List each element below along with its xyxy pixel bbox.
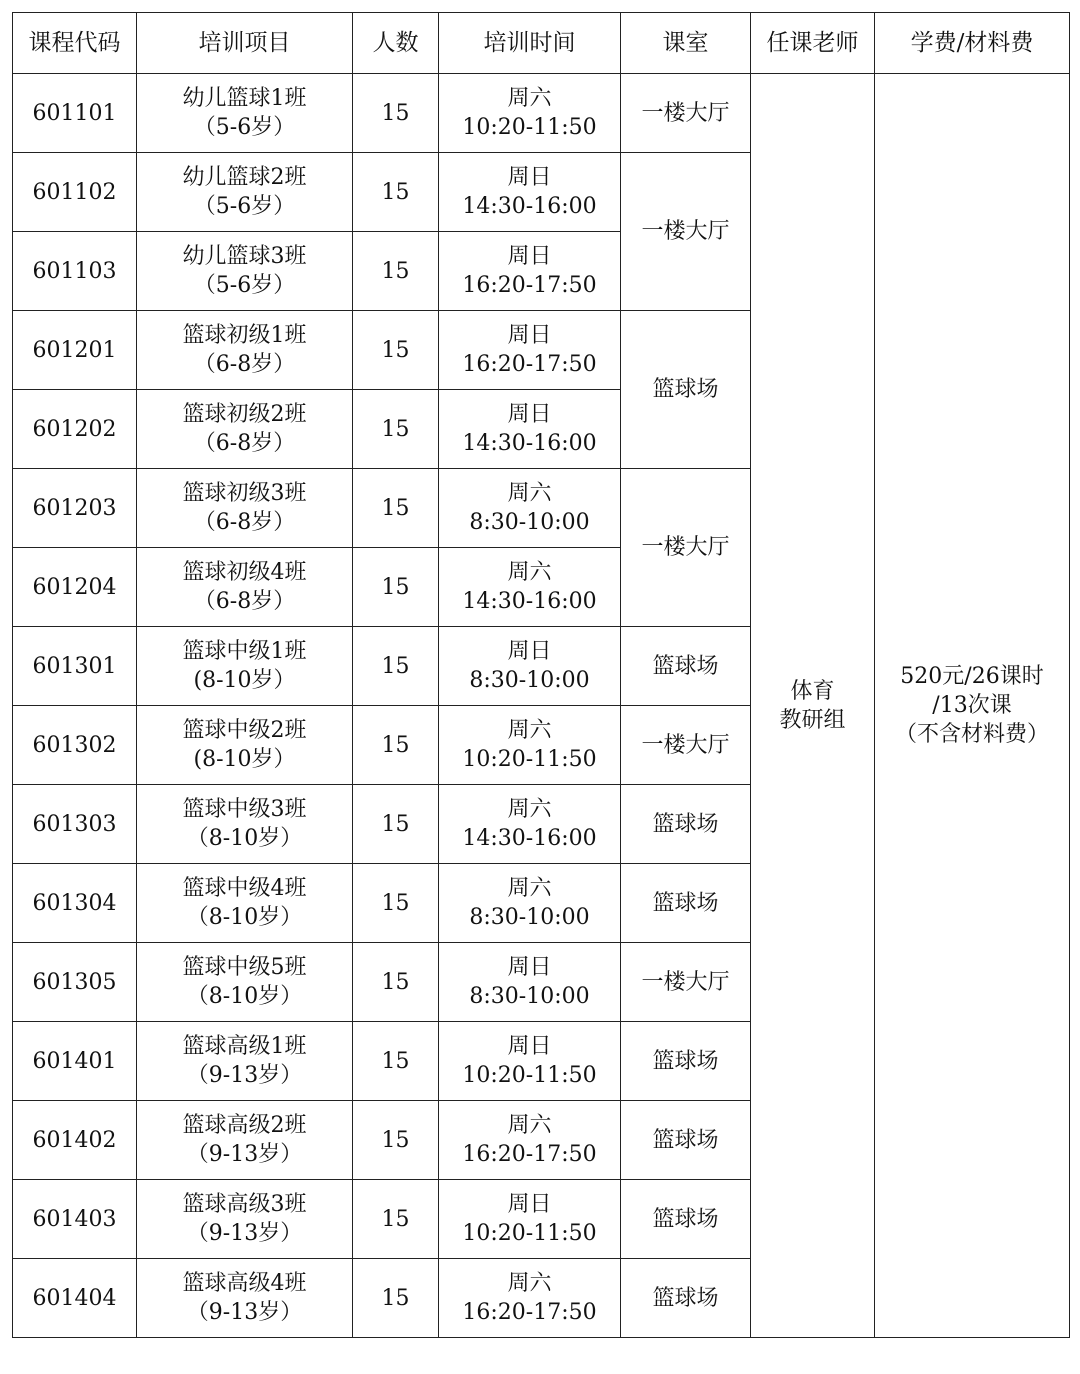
training-item-cell	[137, 390, 353, 469]
training-item-cell	[137, 1259, 353, 1338]
headcount-cell: 15	[353, 153, 439, 232]
classroom-cell: 一楼大厅	[621, 943, 751, 1022]
headcount-cell: 15	[353, 74, 439, 153]
classroom-cell: 篮球场	[621, 1259, 751, 1338]
fee-cell	[875, 74, 1070, 1338]
weekday: 周六	[507, 1113, 552, 1138]
time-range: 16:20-17:50	[462, 273, 597, 298]
time-range: 14:30-16:00	[462, 194, 597, 219]
training-time-cell	[439, 232, 621, 311]
headcount-cell: 15	[353, 232, 439, 311]
training-time-cell	[439, 548, 621, 627]
age-range: （9-13岁）	[186, 1300, 303, 1325]
training-item-name: 篮球中级3班	[182, 797, 307, 822]
training-time-cell	[439, 153, 621, 232]
fee-line-1: 520元/26课时	[900, 664, 1044, 689]
training-item-cell	[137, 311, 353, 390]
classroom-cell: 篮球场	[621, 311, 751, 469]
age-range: （6-8岁）	[193, 510, 296, 535]
time-range: 10:20-11:50	[462, 1221, 597, 1246]
age-range: （9-13岁）	[186, 1063, 303, 1088]
age-range: （8-10岁）	[186, 826, 303, 851]
headcount-cell: 15	[353, 548, 439, 627]
training-item-name: 幼儿篮球2班	[182, 165, 307, 190]
header-headcount: 人数	[353, 13, 439, 74]
training-time-cell	[439, 785, 621, 864]
age-range: （9-13岁）	[186, 1221, 303, 1246]
course-schedule-table	[12, 12, 1070, 1338]
age-range: (8-10岁）	[193, 747, 296, 772]
classroom-cell: 篮球场	[621, 864, 751, 943]
classroom-cell: 一楼大厅	[621, 469, 751, 627]
training-item-name: 篮球初级2班	[182, 402, 307, 427]
fee-line-3: （不含材料费）	[894, 722, 1049, 747]
weekday: 周日	[507, 402, 552, 427]
training-item-name: 篮球高级4班	[182, 1271, 307, 1296]
classroom-cell: 篮球场	[621, 785, 751, 864]
weekday: 周六	[507, 560, 552, 585]
age-range: （6-8岁）	[193, 589, 296, 614]
weekday: 周六	[507, 481, 552, 506]
header-row	[13, 13, 1070, 74]
age-range: （8-10岁）	[186, 984, 303, 1009]
weekday: 周六	[507, 1271, 552, 1296]
headcount-cell: 15	[353, 469, 439, 548]
course-code-cell: 601304	[13, 864, 137, 943]
training-time-cell	[439, 1022, 621, 1101]
time-range: 14:30-16:00	[462, 431, 597, 456]
age-range: （9-13岁）	[186, 1142, 303, 1167]
training-time-cell	[439, 864, 621, 943]
time-range: 10:20-11:50	[462, 1063, 597, 1088]
headcount-cell: 15	[353, 1022, 439, 1101]
training-item-name: 篮球初级1班	[182, 323, 307, 348]
training-item-cell	[137, 1101, 353, 1180]
headcount-cell: 15	[353, 706, 439, 785]
training-item-cell	[137, 232, 353, 311]
training-item-cell	[137, 943, 353, 1022]
time-range: 10:20-11:50	[462, 747, 597, 772]
training-item-cell	[137, 469, 353, 548]
training-item-cell	[137, 706, 353, 785]
training-item-name: 篮球初级3班	[182, 481, 307, 506]
fee-line-2: /13次课	[932, 693, 1012, 718]
training-item-name: 篮球中级2班	[182, 718, 307, 743]
weekday: 周六	[507, 86, 552, 111]
time-range: 8:30-10:00	[469, 905, 590, 930]
classroom-cell: 一楼大厅	[621, 706, 751, 785]
training-time-cell	[439, 627, 621, 706]
training-item-name: 篮球初级4班	[182, 560, 307, 585]
headcount-cell: 15	[353, 1180, 439, 1259]
course-code-cell: 601302	[13, 706, 137, 785]
training-time-cell	[439, 943, 621, 1022]
weekday: 周六	[507, 876, 552, 901]
age-range: （5-6岁）	[193, 194, 296, 219]
weekday: 周日	[507, 1034, 552, 1059]
header-course-code: 课程代码	[13, 13, 137, 74]
course-code-cell: 601401	[13, 1022, 137, 1101]
headcount-cell: 15	[353, 390, 439, 469]
headcount-cell: 15	[353, 1259, 439, 1338]
time-range: 14:30-16:00	[462, 589, 597, 614]
training-item-cell	[137, 1180, 353, 1259]
time-range: 16:20-17:50	[462, 1142, 597, 1167]
training-item-cell	[137, 627, 353, 706]
training-item-name: 幼儿篮球1班	[182, 86, 307, 111]
header-teacher: 任课老师	[751, 13, 875, 74]
classroom-cell: 一楼大厅	[621, 153, 751, 311]
training-item-cell	[137, 153, 353, 232]
table-row	[13, 74, 1070, 153]
header-training-item: 培训项目	[137, 13, 353, 74]
training-time-cell	[439, 74, 621, 153]
training-item-name: 篮球高级3班	[182, 1192, 307, 1217]
course-code-cell: 601403	[13, 1180, 137, 1259]
course-code-cell: 601305	[13, 943, 137, 1022]
weekday: 周日	[507, 639, 552, 664]
age-range: （6-8岁）	[193, 352, 296, 377]
training-item-cell	[137, 785, 353, 864]
headcount-cell: 15	[353, 785, 439, 864]
training-time-cell	[439, 311, 621, 390]
header-fee: 学费/材料费	[875, 13, 1070, 74]
teacher-line-1: 体育	[790, 678, 835, 704]
training-item-name: 篮球高级2班	[182, 1113, 307, 1138]
classroom-cell: 篮球场	[621, 1101, 751, 1180]
headcount-cell: 15	[353, 943, 439, 1022]
classroom-cell: 篮球场	[621, 1180, 751, 1259]
training-time-cell	[439, 1101, 621, 1180]
course-code-cell: 601101	[13, 74, 137, 153]
time-range: 10:20-11:50	[462, 115, 597, 140]
course-code-cell: 601303	[13, 785, 137, 864]
teacher-line-2: 教研组	[779, 707, 846, 733]
weekday: 周日	[507, 244, 552, 269]
weekday: 周日	[507, 323, 552, 348]
course-code-cell: 601204	[13, 548, 137, 627]
time-range: 16:20-17:50	[462, 1300, 597, 1325]
classroom-cell: 一楼大厅	[621, 74, 751, 153]
age-range: （8-10岁）	[186, 905, 303, 930]
course-code-cell: 601301	[13, 627, 137, 706]
time-range: 14:30-16:00	[462, 826, 597, 851]
age-range: （6-8岁）	[193, 431, 296, 456]
training-item-name: 篮球高级1班	[182, 1034, 307, 1059]
training-item-name: 篮球中级1班	[182, 639, 307, 664]
training-item-cell	[137, 1022, 353, 1101]
headcount-cell: 15	[353, 311, 439, 390]
course-code-cell: 601203	[13, 469, 137, 548]
weekday: 周六	[507, 718, 552, 743]
header-classroom: 课室	[621, 13, 751, 74]
training-item-name: 幼儿篮球3班	[182, 244, 307, 269]
time-range: 16:20-17:50	[462, 352, 597, 377]
weekday: 周日	[507, 955, 552, 980]
training-item-cell	[137, 864, 353, 943]
teacher-cell	[751, 74, 875, 1338]
course-code-cell: 601202	[13, 390, 137, 469]
age-range: (8-10岁）	[193, 668, 296, 693]
training-item-cell	[137, 548, 353, 627]
training-time-cell	[439, 1259, 621, 1338]
classroom-cell: 篮球场	[621, 627, 751, 706]
training-item-name: 篮球中级4班	[182, 876, 307, 901]
training-item-name: 篮球中级5班	[182, 955, 307, 980]
course-code-cell: 601103	[13, 232, 137, 311]
weekday: 周日	[507, 165, 552, 190]
course-code-cell: 601404	[13, 1259, 137, 1338]
training-time-cell	[439, 706, 621, 785]
classroom-cell: 篮球场	[621, 1022, 751, 1101]
course-code-cell: 601402	[13, 1101, 137, 1180]
time-range: 8:30-10:00	[469, 984, 590, 1009]
age-range: （5-6岁）	[193, 273, 296, 298]
time-range: 8:30-10:00	[469, 668, 590, 693]
course-code-cell: 601201	[13, 311, 137, 390]
headcount-cell: 15	[353, 864, 439, 943]
weekday: 周日	[507, 1192, 552, 1217]
training-time-cell	[439, 469, 621, 548]
weekday: 周六	[507, 797, 552, 822]
training-item-cell	[137, 74, 353, 153]
training-time-cell	[439, 390, 621, 469]
course-code-cell: 601102	[13, 153, 137, 232]
headcount-cell: 15	[353, 1101, 439, 1180]
age-range: （5-6岁）	[193, 115, 296, 140]
headcount-cell: 15	[353, 627, 439, 706]
training-time-cell	[439, 1180, 621, 1259]
time-range: 8:30-10:00	[469, 510, 590, 535]
header-training-time: 培训时间	[439, 13, 621, 74]
